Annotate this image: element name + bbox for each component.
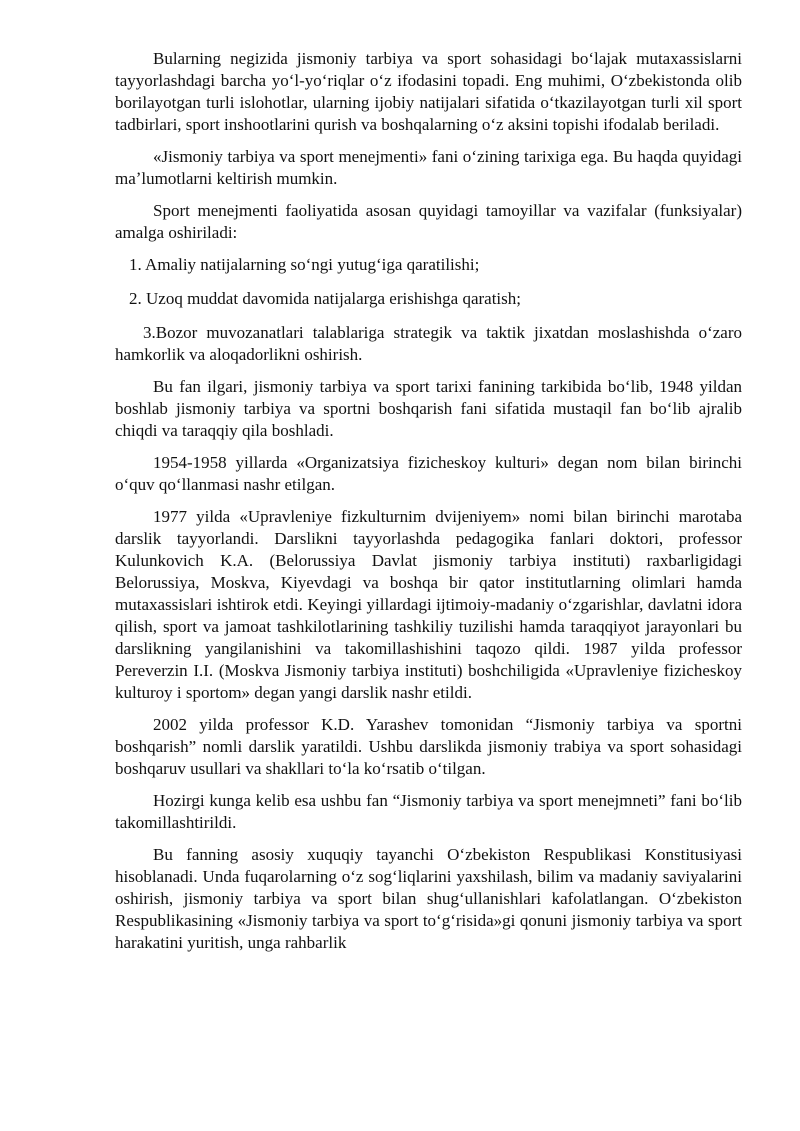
list-item-1: 1. Amaliy natijalarning soʻngi yutugʻiga qaratilishi;: [129, 255, 480, 274]
paragraph-1954: 1954-1958 yillarda «Organizatsiya fizicheskoy kulturi» degan nom bilan birinchi oʻquv qoʻllanmasi nashr etilgan.: [115, 453, 742, 494]
paragraph-history: «Jismoniy tarbiya va sport menejmenti» fani oʻzining tarixiga ega. Bu haqda quyidagi maʼlumotlarni keltirish mumkin.: [115, 147, 742, 188]
paragraph-2002: 2002 yilda professor K.D. Yarashev tomonidan “Jismoniy tarbiya va sportni boshqarish” nomli darslik yaratildi. Ushbu darslikda jismoniy trabiya va sport sohasidagi boshqaruv usullari va shakllari toʻla koʻrsatib oʻtilgan.: [115, 715, 742, 778]
list-item-3: 3.Bozor muvozanatlari talablariga strategik va taktik jixatdan moslashishda oʻzaro hamkorlik va aloqadorlikni oshirish.: [115, 323, 742, 364]
paragraph-principles: Sport menejmenti faoliyatida asosan quyidagi tamoyillar va vazifalar (funksiyalar) amalga oshiriladi:: [115, 201, 742, 242]
list-item-2: 2. Uzoq muddat davomida natijalarga erishishga qaratish;: [129, 289, 521, 308]
paragraph-1948: Bu fan ilgari, jismoniy tarbiya va sport tarixi fanining tarkibida boʻlib, 1948 yildan boshlab jismoniy tarbiya va sportni boshqarish fani sifatida mustaqil fan boʻlib ajralib chiqdi va taraqqiy qila boshladi.: [115, 377, 742, 440]
paragraph-legal-basis: Bu fanning asosiy xuquqiy tayanchi Oʻzbekiston Respublikasi Konstitusiyasi hisoblanadi. Unda fuqarolarning oʻz sogʻliqlarini yaxshilash, bilim va madaniy saviyalarini oshirish, jismoniy tarbiya va sport bilan shugʻullanishlari kafolatlangan. Oʻzbekiston Respublikasining «Jismoniy tarbiya va sport toʻgʻrisida»gi qonuni jismoniy tarbiya va sport harakatini yuritish, unga rahbarlik: [115, 845, 742, 952]
paragraph-current: Hozirgi kunga kelib esa ushbu fan “Jismoniy tarbiya va sport menejmneti” fani boʻlib takomillashtirildi.: [115, 791, 742, 832]
paragraph-intro: Bularning negizida jismoniy tarbiya va sport sohasidagi boʻlajak mutaxassislarni tayyorlashdagi barcha yoʻl-yoʻriqlar oʻz ifodasini topadi. Eng muhimi, Oʻzbekistonda olib borilayotgan turli islohotlar, ularning ijobiy natijalari sifatida oʻtkazilayotgan turli xil sport tadbirlari, sport inshootlarini qurish va boshqalarning oʻz aksini topishi ifodalab beriladi.: [115, 49, 742, 134]
paragraph-1977: 1977 yilda «Upravleniye fizkulturnim dvijeniyem» nomi bilan birinchi marotaba darslik tayyorlandi. Darslikni tayyorlashda pedagogika fanlari doktori, professor Kulunkovich K.A. (Belorussiya Davlat jismoniy tarbiya instituti) raxbarligidagi Belorussiya, Moskva, Kiyevdagi va boshqa bir qator institutlarning olimlari hamda mutaxassislari ishtirok etdi. Keyingi yillardagi ijtimoiy-madaniy oʻzgarishlar, davlatni idora qilish, sport va jamoat tashkilotlarining tashkiliy tuzilishi hamda taraqqiyot jarayonlari bu darslikning yangilanishini va takomillashishini taqozo qildi. 1987 yilda professor Pereverzin I.I. (Moskva Jismoniy tarbiya instituti) boshchiligida «Upravleniye fizicheskoy kulturoy i sportom» degan yangi darslik nashr etildi.: [115, 507, 742, 702]
document-body: [115, 48, 742, 964]
